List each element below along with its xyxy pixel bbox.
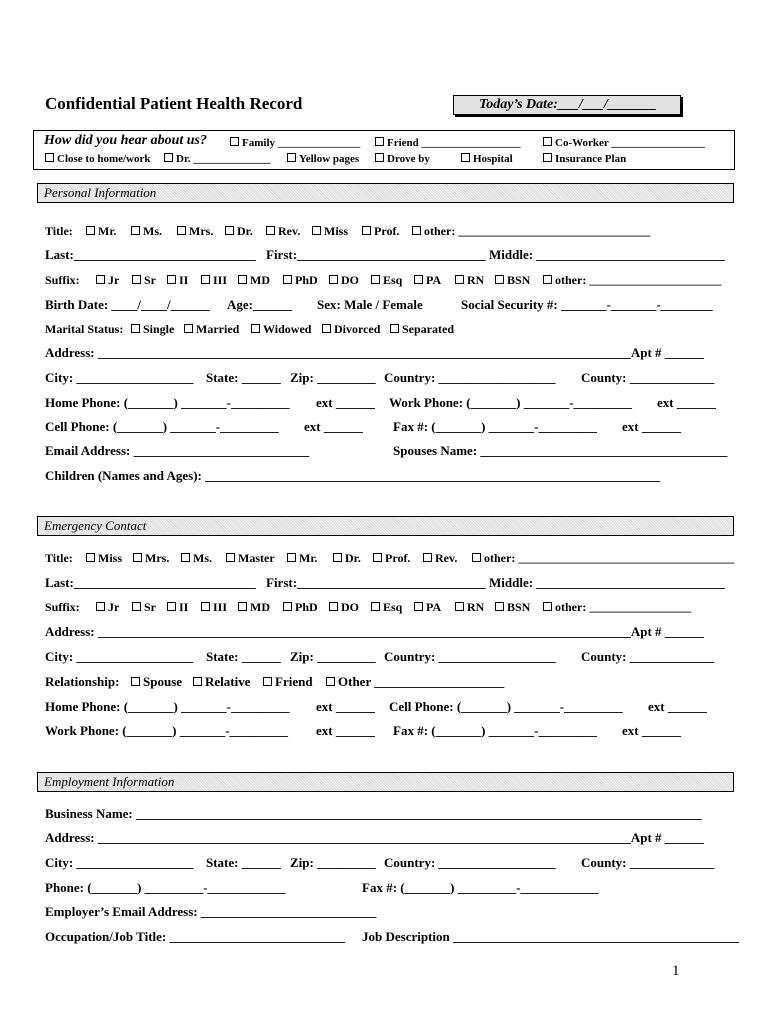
- checkbox[interactable]: [414, 602, 423, 611]
- todays-date-label: Today’s Date:___/___/_______: [479, 97, 657, 112]
- personal-title-option-label: other: ________________________________: [424, 224, 651, 238]
- personal-cell-ext-field[interactable]: ext ______: [304, 419, 363, 434]
- emergency-home-ext-field[interactable]: ext ______: [316, 699, 375, 714]
- emergency-relationship-option-label: Other ____________________: [338, 674, 505, 689]
- emergency-title-option[interactable]: [373, 551, 410, 566]
- emergency-title-option-label: Miss: [98, 551, 122, 565]
- employment-section-header: [37, 772, 734, 792]
- emergency-state-field[interactable]: State: ______: [206, 649, 281, 664]
- emergency-suffix-option-label: Jr: [108, 600, 120, 614]
- emergency-suffix-option[interactable]: [329, 600, 359, 615]
- emergency-fax-ext-field[interactable]: ext ______: [622, 723, 681, 738]
- emergency-suffix-option[interactable]: [201, 600, 227, 615]
- employment-state-field[interactable]: State: ______: [206, 855, 281, 870]
- personal-suffix-option-label: other: ______________________: [555, 273, 722, 287]
- emergency-suffix-option-label: Esq: [383, 600, 403, 614]
- personal-section-title: Personal Information: [44, 185, 157, 200]
- checkbox[interactable]: [131, 226, 140, 235]
- referral-dr-option[interactable]: [164, 153, 270, 165]
- checkbox[interactable]: [132, 275, 141, 284]
- emergency-relationship-option[interactable]: [131, 674, 182, 690]
- emergency-title-option[interactable]: [423, 551, 457, 566]
- checkbox[interactable]: [132, 602, 141, 611]
- emergency-suffix-option-label: Sr: [144, 600, 156, 614]
- todays-date-field[interactable]: [453, 95, 681, 115]
- personal-title-option[interactable]: [412, 224, 650, 239]
- personal-home-phone-field[interactable]: Home Phone: (_______) _______-_________: [45, 395, 290, 410]
- emergency-title-option[interactable]: [226, 551, 275, 566]
- personal-marital-option-label: Separated: [402, 322, 454, 336]
- emergency-first-field[interactable]: First:_____________________________: [266, 575, 486, 590]
- checkbox[interactable]: [131, 677, 140, 686]
- personal-suffix-label: Suffix:: [45, 273, 80, 287]
- checkbox[interactable]: [164, 153, 173, 162]
- checkbox[interactable]: [86, 553, 95, 562]
- emergency-title-option[interactable]: [133, 551, 169, 566]
- personal-suffix-option-label: II: [179, 273, 189, 287]
- personal-marital-label: Marital Status:: [45, 322, 124, 336]
- checkbox[interactable]: [495, 602, 504, 611]
- checkbox[interactable]: [371, 602, 380, 611]
- checkbox[interactable]: [543, 137, 552, 146]
- personal-title-option[interactable]: [131, 224, 162, 239]
- referral-friend-option[interactable]: [375, 137, 521, 149]
- checkbox[interactable]: [167, 275, 176, 284]
- employment-fax-field[interactable]: Fax #: (_______) _________-____________: [362, 880, 599, 895]
- personal-suffix-option[interactable]: [414, 273, 441, 288]
- emergency-suffix-option[interactable]: [495, 600, 530, 615]
- checkbox[interactable]: [238, 275, 247, 284]
- personal-email-field[interactable]: Email Address: ___________________________: [45, 443, 310, 458]
- personal-state-field[interactable]: State: ______: [206, 370, 281, 385]
- checkbox[interactable]: [371, 275, 380, 284]
- personal-suffix-option-label: III: [213, 273, 228, 287]
- personal-marital-option-label: Widowed: [263, 322, 312, 336]
- employment-address-field[interactable]: Address: __________________________________________________________________________________Apt # ______: [45, 830, 704, 845]
- checkbox[interactable]: [225, 226, 234, 235]
- referral-coworker-label: Co-Worker _________________: [555, 137, 705, 149]
- employment-county-field[interactable]: County: _____________: [581, 855, 715, 870]
- checkbox[interactable]: [322, 324, 331, 333]
- emergency-relationship-option[interactable]: [326, 674, 504, 690]
- checkbox[interactable]: [362, 226, 371, 235]
- referral-coworker-option[interactable]: [543, 137, 705, 149]
- emergency-suffix-option-label: PhD: [295, 600, 318, 614]
- emergency-suffix-option-label: II: [179, 600, 189, 614]
- referral-insurance-option[interactable]: [543, 153, 626, 165]
- personal-title-option[interactable]: [86, 224, 117, 239]
- checkbox[interactable]: [201, 275, 210, 284]
- emergency-suffix-label: Suffix:: [45, 600, 80, 614]
- page-number: 1: [672, 963, 680, 979]
- personal-fax-field[interactable]: Fax #: (_______) _______-_________: [393, 419, 598, 434]
- personal-first-field[interactable]: First:_____________________________: [266, 247, 486, 262]
- employment-zip-field[interactable]: Zip: _________: [290, 855, 376, 870]
- personal-marital-option-label: Single: [143, 322, 175, 336]
- checkbox[interactable]: [287, 153, 296, 162]
- emergency-title-option-label: Prof.: [385, 551, 411, 565]
- emergency-title-option-label: Mr.: [299, 551, 318, 565]
- emergency-suffix-option[interactable]: [167, 600, 188, 615]
- referral-insurance-label: Insurance Plan: [555, 153, 627, 165]
- checkbox[interactable]: [86, 226, 95, 235]
- checkbox[interactable]: [326, 677, 335, 686]
- emergency-suffix-option[interactable]: [238, 600, 270, 615]
- personal-title-option-label: Ms.: [143, 224, 162, 238]
- emergency-suffix-option[interactable]: [132, 600, 156, 615]
- emergency-title-option[interactable]: [287, 551, 318, 566]
- emergency-suffix-option-label: other: _________________: [555, 600, 692, 614]
- checkbox[interactable]: [455, 275, 464, 284]
- emergency-title-option-label: Mrs.: [145, 551, 170, 565]
- employment-country-field[interactable]: Country: __________________: [384, 855, 556, 870]
- checkbox[interactable]: [177, 226, 186, 235]
- personal-suffix-option-label: RN: [467, 273, 485, 287]
- emergency-suffix-option[interactable]: [371, 600, 402, 615]
- checkbox[interactable]: [193, 677, 202, 686]
- personal-home-ext-field[interactable]: ext ______: [316, 395, 375, 410]
- personal-county-field[interactable]: County: _____________: [581, 370, 715, 385]
- checkbox[interactable]: [238, 602, 247, 611]
- emergency-suffix-option-label: DO: [341, 600, 359, 614]
- personal-ssn-field[interactable]: Social Security #: _______-_______-________: [461, 297, 713, 312]
- employment-email-field[interactable]: Employer’s Email Address: ___________________________: [45, 904, 377, 919]
- personal-suffix-option-label: MD: [250, 273, 270, 287]
- checkbox[interactable]: [96, 275, 105, 284]
- checkbox[interactable]: [312, 226, 321, 235]
- personal-section-header: [37, 183, 734, 203]
- emergency-suffix-option[interactable]: [543, 600, 691, 615]
- personal-city-field[interactable]: City: __________________: [45, 370, 194, 385]
- emergency-relationship-label: Relationship:: [45, 674, 120, 689]
- emergency-title-option-label: Dr.: [345, 551, 361, 565]
- emergency-work-ext-field[interactable]: ext ______: [316, 723, 375, 738]
- personal-suffix-option[interactable]: [238, 273, 270, 288]
- personal-title-option[interactable]: [266, 224, 300, 239]
- personal-suffix-option[interactable]: [132, 273, 156, 288]
- emergency-suffix-option[interactable]: [283, 600, 318, 615]
- emergency-title-option-label: Master: [238, 551, 275, 565]
- referral-close-option[interactable]: [45, 153, 151, 165]
- emergency-title-option-label: Ms.: [193, 551, 212, 565]
- checkbox[interactable]: [543, 153, 552, 162]
- emergency-title-option[interactable]: [86, 551, 122, 566]
- emergency-suffix-option-label: MD: [250, 600, 270, 614]
- emergency-home-phone-field[interactable]: Home Phone: (_______) _______-_________: [45, 699, 290, 714]
- personal-zip-field[interactable]: Zip: _________: [290, 370, 376, 385]
- personal-work-phone-field[interactable]: Work Phone: (_______) _______-_________: [389, 395, 633, 410]
- employment-occupation-field[interactable]: Occupation/Job Title: ___________________________: [45, 929, 345, 944]
- emergency-section-header: [37, 516, 734, 536]
- personal-suffix-option-label: Esq: [383, 273, 403, 287]
- checkbox[interactable]: [45, 153, 54, 162]
- checkbox[interactable]: [423, 553, 432, 562]
- checkbox[interactable]: [414, 275, 423, 284]
- personal-sex-field[interactable]: Sex: Male / Female: [317, 297, 423, 312]
- emergency-title-option[interactable]: [333, 551, 361, 566]
- personal-age-field[interactable]: Age:______: [227, 297, 292, 312]
- checkbox[interactable]: [333, 553, 342, 562]
- emergency-cell-ext-field[interactable]: ext ______: [648, 699, 707, 714]
- personal-suffix-option[interactable]: [167, 273, 188, 288]
- emergency-suffix-option-label: PA: [426, 600, 442, 614]
- personal-country-field[interactable]: Country: __________________: [384, 370, 556, 385]
- checkbox[interactable]: [167, 602, 176, 611]
- personal-suffix-option[interactable]: [96, 273, 119, 288]
- personal-title-option-label: Prof.: [374, 224, 400, 238]
- personal-title-option[interactable]: [362, 224, 399, 239]
- personal-marital-option-label: Divorced: [334, 322, 381, 336]
- checkbox[interactable]: [181, 553, 190, 562]
- employment-section-title: Employment Information: [44, 774, 175, 789]
- personal-marital-option[interactable]: [390, 322, 454, 337]
- emergency-country-field[interactable]: Country: __________________: [384, 649, 556, 664]
- personal-marital-option[interactable]: [184, 322, 239, 337]
- personal-title-option[interactable]: [225, 224, 253, 239]
- personal-work-ext-field[interactable]: ext ______: [657, 395, 716, 410]
- checkbox[interactable]: [226, 553, 235, 562]
- page-title: Confidential Patient Health Record: [45, 94, 303, 113]
- employment-city-field[interactable]: City: __________________: [45, 855, 194, 870]
- personal-suffix-option-label: PA: [426, 273, 442, 287]
- personal-title-option[interactable]: [177, 224, 213, 239]
- checkbox[interactable]: [455, 602, 464, 611]
- emergency-relationship-option[interactable]: [263, 674, 313, 690]
- emergency-relationship-option-label: Spouse: [143, 674, 183, 689]
- personal-suffix-option-label: PhD: [295, 273, 318, 287]
- personal-suffix-option-label: Jr: [108, 273, 120, 287]
- referral-drove-option[interactable]: [375, 153, 430, 165]
- personal-suffix-option[interactable]: [283, 273, 318, 288]
- referral-family-option[interactable]: [230, 137, 360, 149]
- referral-family-label: Family _______________: [242, 137, 361, 149]
- emergency-suffix-option[interactable]: [455, 600, 484, 615]
- employment-phone-field[interactable]: Phone: (_______) _________-____________: [45, 880, 286, 895]
- personal-title-option-label: Mrs.: [189, 224, 214, 238]
- checkbox[interactable]: [266, 226, 275, 235]
- emergency-title-option-label: other: ____________________________________: [484, 551, 735, 565]
- emergency-suffix-option-label: RN: [467, 600, 485, 614]
- checkbox[interactable]: [461, 153, 470, 162]
- personal-title-option-label: Mr.: [98, 224, 117, 238]
- employment-job-description-field[interactable]: Job Description ____________________________________________: [362, 929, 739, 944]
- emergency-relationship-option-label: Relative: [205, 674, 251, 689]
- emergency-title-option[interactable]: [472, 551, 734, 566]
- checkbox[interactable]: [543, 602, 552, 611]
- checkbox[interactable]: [329, 602, 338, 611]
- referral-yellow-option[interactable]: [287, 153, 359, 165]
- personal-title-option-label: Rev.: [278, 224, 301, 238]
- emergency-suffix-option[interactable]: [414, 600, 441, 615]
- checkbox[interactable]: [329, 275, 338, 284]
- checkbox[interactable]: [543, 275, 552, 284]
- referral-question: How did you hear about us?: [44, 133, 207, 148]
- personal-address-field[interactable]: Address: __________________________________________________________________________________Apt # ______: [45, 345, 704, 360]
- emergency-cell-phone-field[interactable]: Cell Phone: (_______) _______-_________: [389, 699, 623, 714]
- checkbox[interactable]: [263, 677, 272, 686]
- personal-marital-option[interactable]: [131, 322, 174, 337]
- emergency-county-field[interactable]: County: _____________: [581, 649, 715, 664]
- referral-hospital-option[interactable]: [461, 153, 513, 165]
- personal-marital-option-label: Married: [196, 322, 240, 336]
- checkbox[interactable]: [390, 324, 399, 333]
- personal-last-field[interactable]: Last:____________________________: [45, 247, 256, 262]
- personal-suffix-option[interactable]: [455, 273, 484, 288]
- checkbox[interactable]: [472, 553, 481, 562]
- personal-suffix-option-label: DO: [341, 273, 359, 287]
- personal-children-field[interactable]: Children (Names and Ages): ______________________________________________________________________: [45, 468, 661, 483]
- emergency-title-option-label: Rev.: [435, 551, 458, 565]
- emergency-work-phone-field[interactable]: Work Phone: (_______) _______-_________: [45, 723, 289, 738]
- personal-cell-phone-field[interactable]: Cell Phone: (_______) _______-_________: [45, 419, 279, 434]
- checkbox[interactable]: [375, 137, 384, 146]
- checkbox[interactable]: [131, 324, 140, 333]
- personal-suffix-option[interactable]: [201, 273, 227, 288]
- checkbox[interactable]: [251, 324, 260, 333]
- checkbox[interactable]: [495, 275, 504, 284]
- referral-hospital-label: Hospital: [473, 153, 513, 165]
- personal-birth-date-field[interactable]: Birth Date: ____/____/______: [45, 297, 210, 312]
- checkbox[interactable]: [412, 226, 421, 235]
- checkbox[interactable]: [283, 602, 292, 611]
- emergency-suffix-option-label: III: [213, 600, 228, 614]
- emergency-fax-field[interactable]: Fax #: (_______) _______-_________: [393, 723, 598, 738]
- emergency-suffix-option-label: BSN: [507, 600, 531, 614]
- checkbox[interactable]: [184, 324, 193, 333]
- employment-business-field[interactable]: Business Name: _______________________________________________________________________________________: [45, 806, 702, 821]
- checkbox[interactable]: [96, 602, 105, 611]
- referral-friend-label: Friend __________________: [387, 137, 521, 149]
- referral-close-label: Close to home/work: [57, 153, 151, 165]
- personal-marital-option[interactable]: [322, 322, 380, 337]
- emergency-section-title: Emergency Contact: [44, 518, 147, 533]
- checkbox[interactable]: [375, 153, 384, 162]
- personal-title-option[interactable]: [312, 224, 348, 239]
- emergency-title-option[interactable]: [181, 551, 212, 566]
- personal-title-option-label: Miss: [324, 224, 348, 238]
- emergency-middle-field[interactable]: Middle: _____________________________: [489, 575, 725, 590]
- checkbox[interactable]: [283, 275, 292, 284]
- personal-suffix-option[interactable]: [329, 273, 359, 288]
- emergency-relationship-option-label: Friend: [275, 674, 313, 689]
- personal-suffix-option[interactable]: [495, 273, 530, 288]
- emergency-city-field[interactable]: City: __________________: [45, 649, 194, 664]
- checkbox[interactable]: [230, 137, 239, 146]
- personal-marital-option[interactable]: [251, 322, 311, 337]
- personal-suffix-option-label: Sr: [144, 273, 156, 287]
- personal-title-option-label: Dr.: [237, 224, 253, 238]
- emergency-address-field[interactable]: Address: __________________________________________________________________________________Apt # ______: [45, 624, 704, 639]
- referral-dr-label: Dr. ______________: [176, 153, 271, 165]
- personal-suffix-option[interactable]: [371, 273, 402, 288]
- personal-fax-ext-field[interactable]: ext ______: [622, 419, 681, 434]
- checkbox[interactable]: [133, 553, 142, 562]
- personal-spouse-field[interactable]: Spouses Name: ______________________________________: [393, 443, 728, 458]
- emergency-suffix-option[interactable]: [96, 600, 119, 615]
- checkbox[interactable]: [201, 602, 210, 611]
- personal-middle-field[interactable]: Middle: _____________________________: [489, 247, 725, 262]
- referral-drove-label: Drove by: [387, 153, 430, 165]
- referral-yellow-label: Yellow pages: [299, 153, 360, 165]
- emergency-relationship-option[interactable]: [193, 674, 250, 690]
- personal-suffix-option[interactable]: [543, 273, 721, 288]
- personal-title-label: Title:: [45, 224, 73, 238]
- emergency-last-field[interactable]: Last:____________________________: [45, 575, 256, 590]
- emergency-zip-field[interactable]: Zip: _________: [290, 649, 376, 664]
- personal-suffix-option-label: BSN: [507, 273, 531, 287]
- emergency-title-label: Title:: [45, 551, 73, 565]
- checkbox[interactable]: [373, 553, 382, 562]
- checkbox[interactable]: [287, 553, 296, 562]
